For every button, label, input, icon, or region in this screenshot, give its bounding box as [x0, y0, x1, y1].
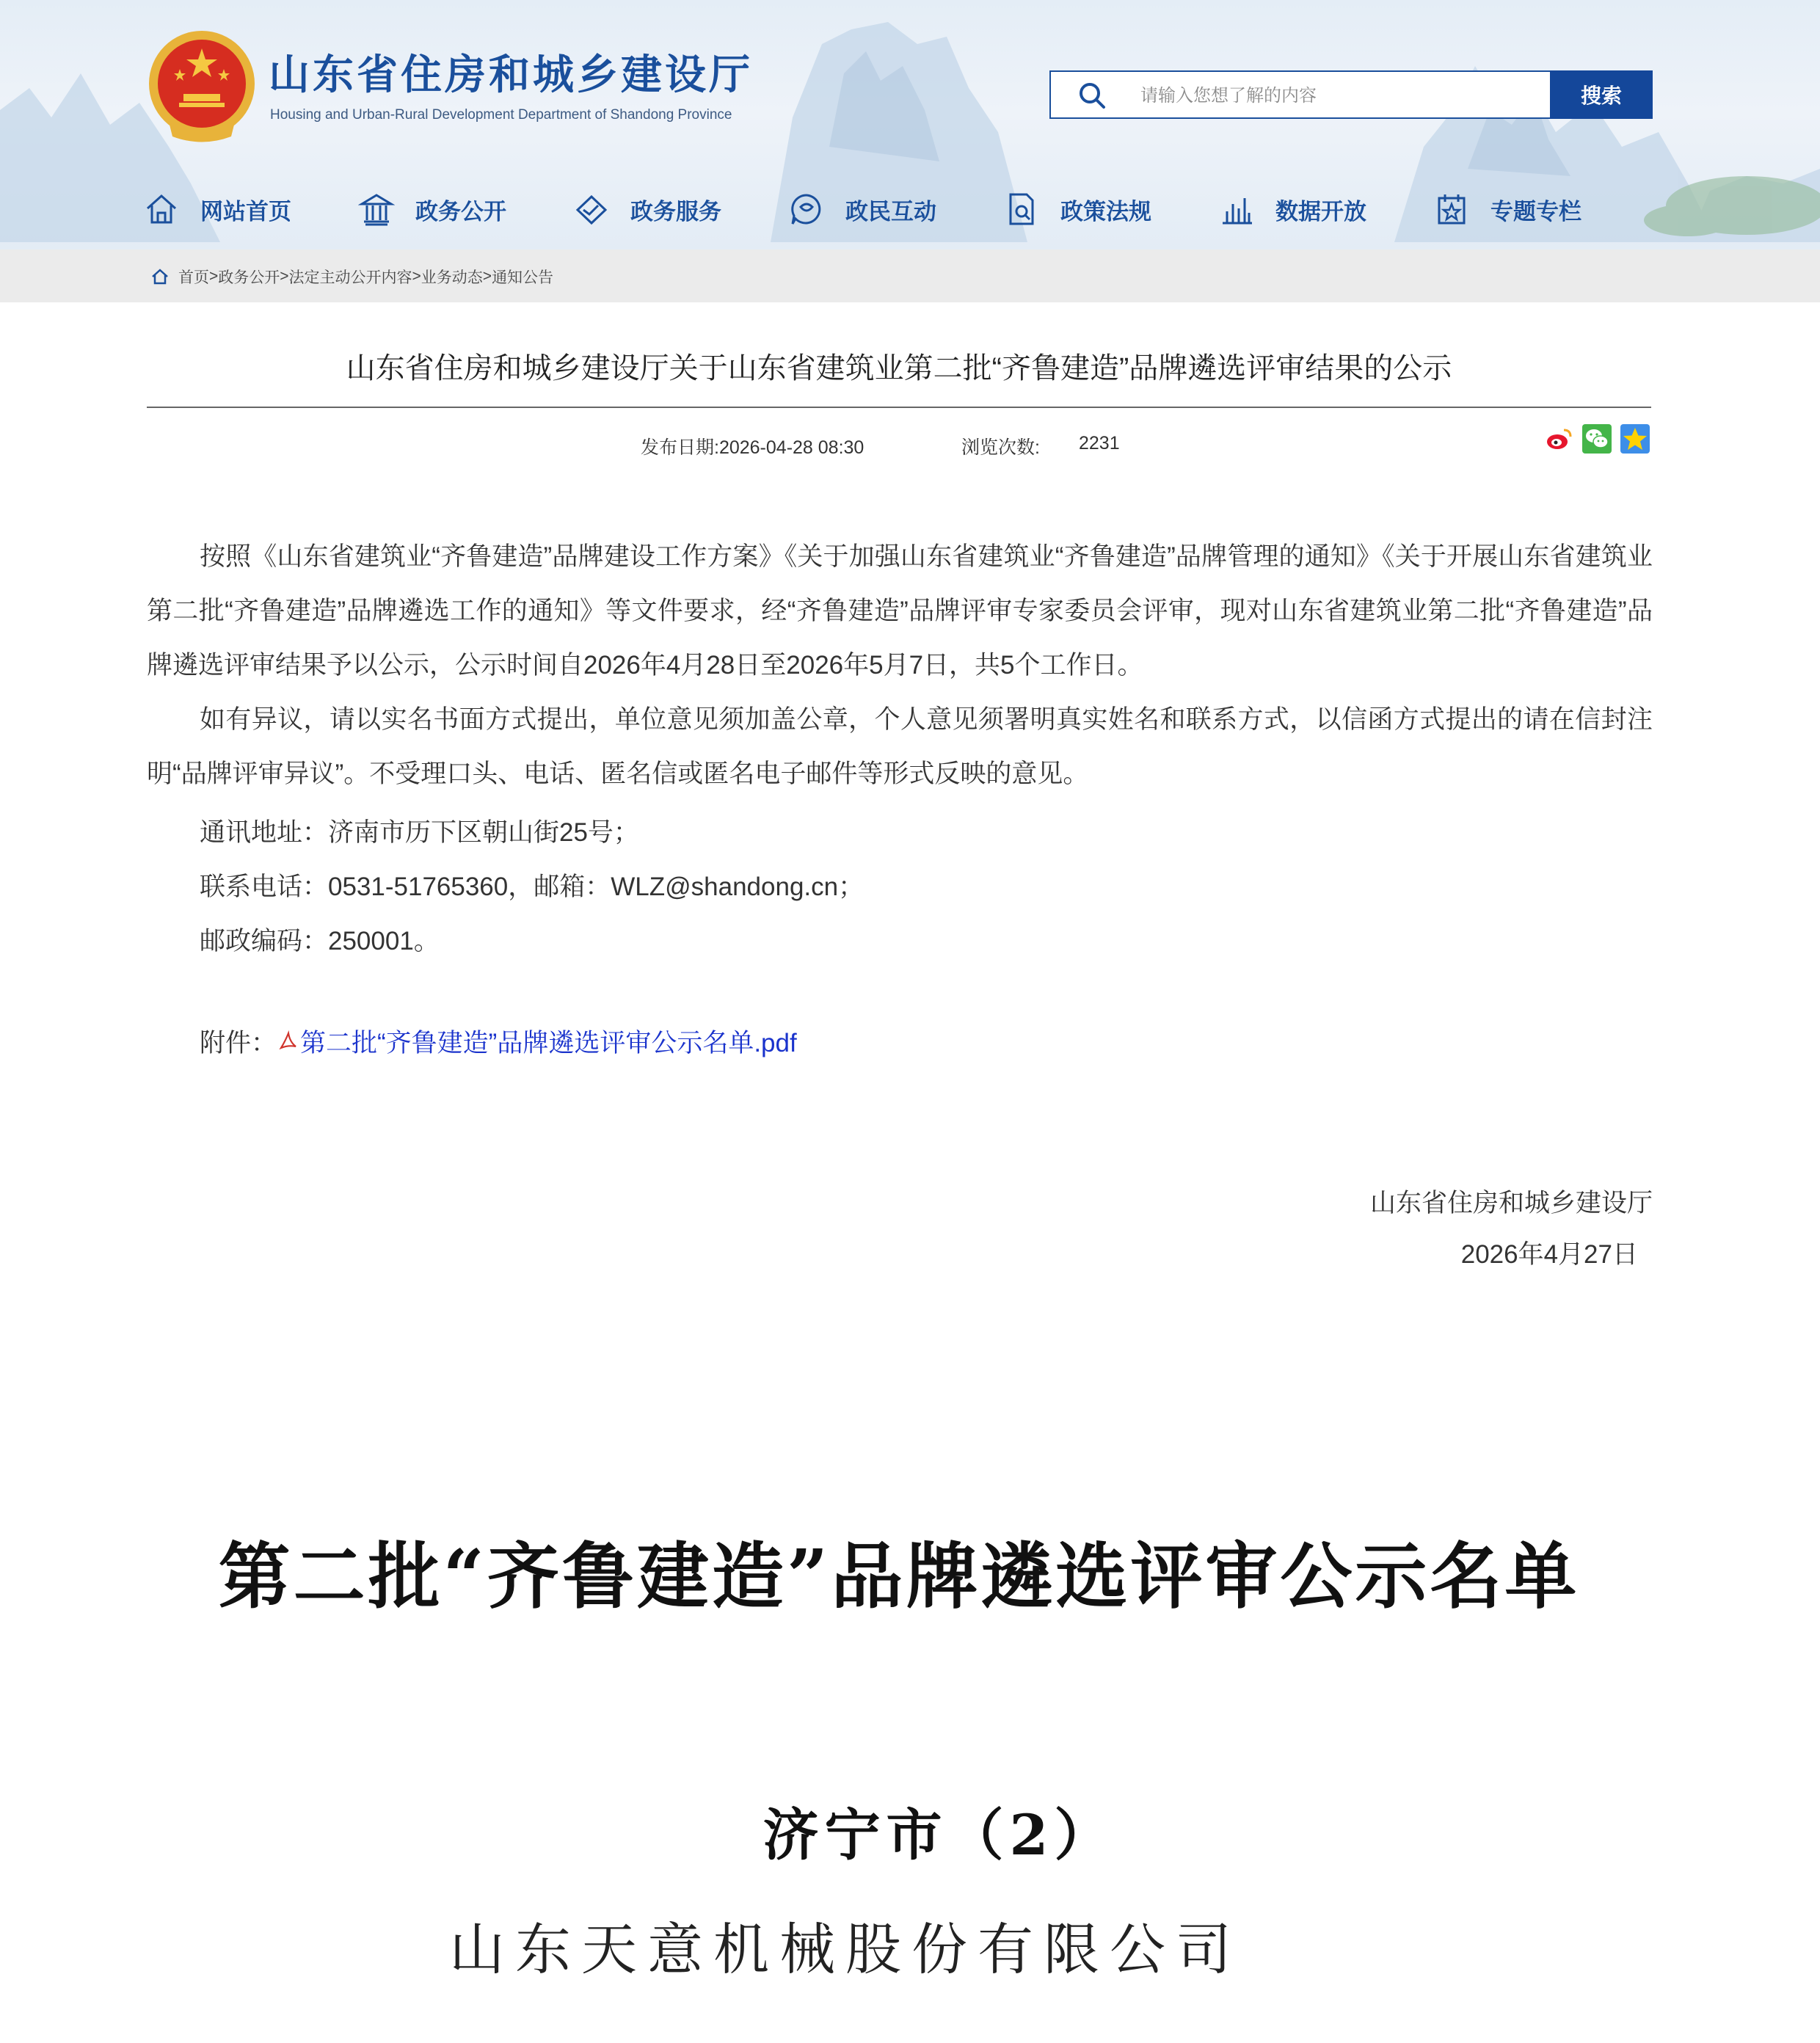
breadcrumb [150, 266, 553, 288]
breadcrumb-item[interactable]: 业务动态 [421, 269, 483, 286]
nav-item-gov-affairs[interactable] [358, 183, 506, 235]
paragraph: 如有异议，请以实名书面方式提出，单位意见须加盖公章，个人意见须署明真实姓名和联系方式，以信函方式提出的请在信封注明“品牌评审异议”。不受理口头、电话、匿名信或匿名电子邮件等形式反映的意见。 [147, 705, 1653, 788]
document-icon [1003, 191, 1040, 227]
site-subtitle: Housing and Urban-Rural Development Department of Shandong Province [270, 107, 732, 123]
pdf-preview-city-heading: 济宁市（2） [762, 1802, 1116, 1868]
nav-item-label: 政民互动 [845, 198, 936, 225]
breadcrumb-separator: > [482, 268, 492, 285]
search-icon[interactable] [1077, 81, 1107, 110]
home-icon [143, 191, 180, 227]
breadcrumb-item[interactable]: 政务公开 [218, 269, 280, 286]
search-box [1049, 70, 1651, 119]
breadcrumb-item[interactable]: 通知公告 [492, 269, 554, 286]
home-icon [150, 267, 170, 286]
breadcrumb-item[interactable]: 首页 [178, 269, 209, 286]
publish-date: 发布日期:2026-04-28 08:30 [641, 437, 864, 458]
breadcrumb-separator: > [280, 268, 289, 285]
breadcrumb-separator: > [412, 268, 421, 285]
paragraph: 按照《山东省建筑业“齐鲁建造”品牌建设工作方案》《关于加强山东省建筑业“齐鲁建造”品牌管理的通知》《关于开展山东省建筑业第二批“齐鲁建造”品牌遴选工作的通知》等文件要求，经“齐鲁建造”品牌评审专家委员会评审，现对山东省建筑业第二批“齐鲁建造”品牌遴选评审结果予以公示，公示时间自2026年4月28日至2026年5月7日，共5个工作日。 [147, 542, 1653, 680]
contact-address: 通讯地址：济南市历下区朝山街25号； [200, 818, 639, 847]
attachment [200, 1023, 797, 1060]
nav-item-gov-service[interactable] [573, 183, 721, 235]
nav-item-label: 政务服务 [630, 198, 721, 225]
bar-chart-icon [1218, 191, 1255, 227]
search-button[interactable]: 搜索 [1550, 70, 1653, 119]
main-nav [143, 183, 1684, 235]
breadcrumb-bar [0, 250, 1820, 302]
nav-item-label: 数据开放 [1275, 198, 1366, 225]
nav-item-label: 专题专栏 [1490, 198, 1581, 225]
nav-item-home[interactable] [143, 183, 291, 235]
nav-item-label: 政务公开 [415, 198, 506, 225]
calendar-star-icon [1433, 191, 1470, 227]
interaction-icon [788, 191, 825, 227]
nav-item-label: 政策法规 [1060, 198, 1151, 225]
handshake-icon [573, 191, 610, 227]
search-input[interactable] [1139, 79, 1568, 113]
nav-item-interaction[interactable] [788, 183, 936, 235]
title-divider [147, 407, 1651, 408]
nav-item-label: 网站首页 [200, 198, 291, 225]
national-emblem-logo [147, 26, 257, 144]
qzone-icon[interactable] [1620, 424, 1650, 454]
views-label: 浏览次数: [961, 437, 1040, 458]
pdf-preview-company: 山东天意机械股份有限公司 [449, 1917, 1242, 1982]
nav-item-open-data[interactable] [1218, 183, 1366, 235]
pdf-preview-title: 第二批“齐鲁建造”品牌遴选评审公示名单 [218, 1534, 1580, 1619]
government-building-icon [358, 191, 395, 227]
article-title: 山东省住房和城乡建设厅关于山东省建筑业第二批“齐鲁建造”品牌遴选评审结果的公示 [346, 352, 1452, 385]
wechat-icon[interactable] [1582, 424, 1612, 454]
signature-org: 山东省住房和城乡建设厅 [1369, 1189, 1653, 1217]
breadcrumb-separator: > [209, 268, 219, 285]
pdf-icon [278, 1030, 299, 1052]
nav-item-policy[interactable] [1003, 183, 1151, 235]
site-title: 山东省住房和城乡建设厅 [269, 51, 753, 98]
attachment-label: 附件： [200, 1029, 277, 1057]
views-count: 2231 [1079, 433, 1120, 454]
nav-item-special-topics[interactable] [1433, 183, 1581, 235]
weibo-icon[interactable] [1544, 424, 1573, 454]
contact-phone-email: 联系电话：0531-51765360，邮箱：WLZ@shandong.cn； [200, 873, 864, 901]
signature-date: 2026年4月27日 [1460, 1240, 1638, 1269]
breadcrumb-item[interactable]: 法定主动公开内容 [288, 269, 412, 286]
attachment-link[interactable]: 第二批“齐鲁建造”品牌遴选评审公示名单.pdf [300, 1029, 797, 1057]
site-header [0, 0, 1820, 250]
contact-postcode: 邮政编码：250001。 [200, 927, 440, 955]
